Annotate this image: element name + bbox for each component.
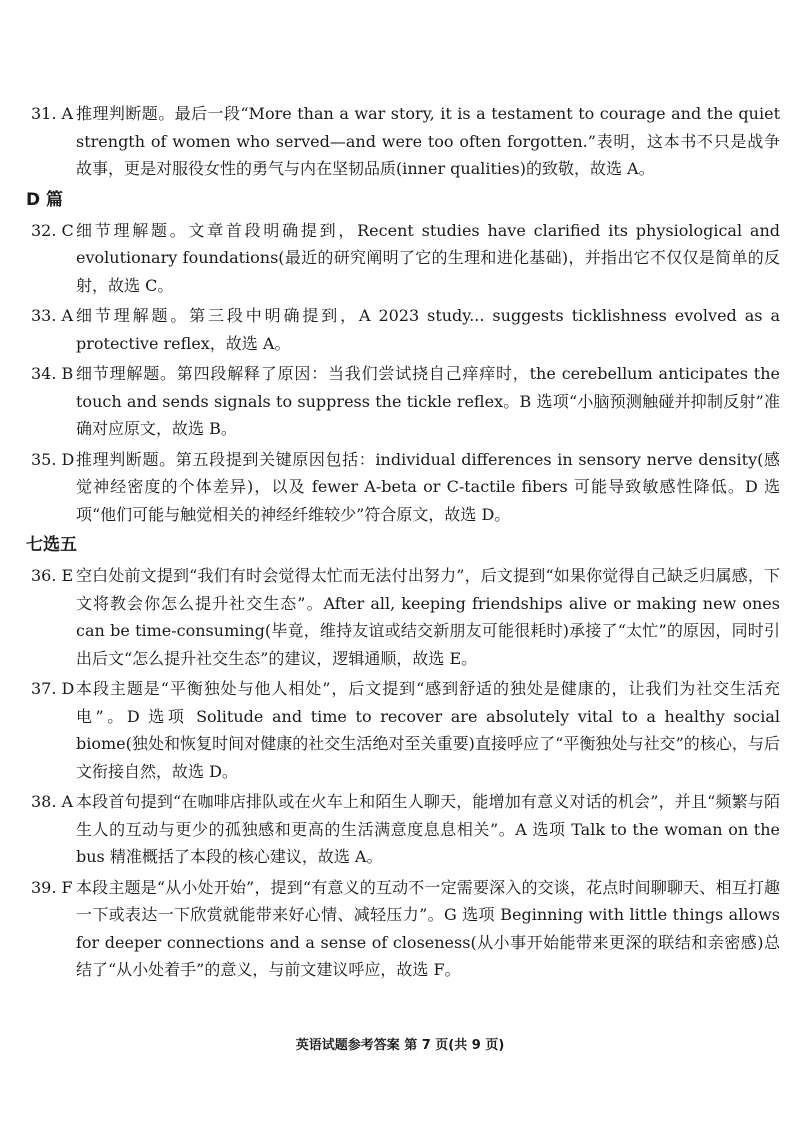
item-number: 35. D [31,449,75,469]
item-text: 本段首句提到“在咖啡店排队或在火车上和陌生人聊天，能增加有意义对话的机会”，并且“频繁与陌生人的互动与更少的孤独感和更高的生活满意度息息相关”。A 选项 Talk to the woman on the bus 精准概括了本段的核心建议，故选 A。 [76,792,780,866]
answer-page [26,100,780,987]
answer-item [26,302,780,357]
item-text: 推理判断题。最后一段“More than a war story, it is a testament to courage and the quiet strength of women who served—and were too often forgotten.”表明，这本书不只是战争故事，更是对服役女性的勇气与内在坚韧品质(inner qualities)的致敬，故选 A。 [76,104,780,178]
item-text: 细节理解题。文章首段明确提到，Recent studies have clarified its physiological and evolutionary foundations(最近的研究阐明了它的生理和进化基础)，并指出它不仅仅是简单的反射，故选 C。 [76,220,780,295]
answer-item [26,446,780,529]
item-number: 38. A [31,792,74,811]
answer-item [26,874,780,984]
item-number: 39. F [31,877,73,897]
answer-item [26,217,780,300]
page-footer: 英语试题参考答案 第 7 页(共 9 页) [295,1038,505,1053]
item-number: 36. E [31,566,74,585]
item-number: 31. A [31,104,74,123]
answer-item [26,100,780,183]
answer-item [26,562,780,672]
item-text: 空白处前文提到“我们有时会觉得太忙而无法付出努力”，后文提到“如果你觉得自己缺乏归属感，下文将教会你怎么提升社交生态”。After all, keeping friendships alive or making new ones can be time-consuming(毕竟，维持友谊或结交新朋友可能很耗时)承接了“太忙”的原因，同时引出后文“怎么提升社交生态”的建议，逻辑通顺，故选 E。 [76,566,780,668]
item-number: 34. B [31,364,74,383]
item-text: 本段主题是“从小处开始”，提到“有意义的互动不一定需要深入的交谈，花点时间聊聊天、相互打趣一下或表达一下欣赏就能带来好心情、减轻压力”。G 选项 Beginning with little things allows for deeper connections and a sense of closeness(从小事开始能带来更深的联结和亲密感)总结了“从小处着手”的意义，与前文建议呼应，故选 F。 [76,877,780,979]
section-heading-d: D 篇 [26,189,64,210]
item-number: 37. D [31,679,75,698]
answer-item [26,675,780,785]
item-text: 推理判断题。第五段提到关键原因包括：individual differences in sensory nerve density(感觉神经密度的个体差异)，以及 fewer A-beta or C-tactile fibers 可能导致敏感性降低。D 选项“他们可能与触觉相关的神经纤维较少”符合原文，故选 D。 [76,449,780,524]
item-text: 细节理解题。第四段解释了原因：当我们尝试挠自己痒痒时，the cerebellum anticipates the touch and sends signals to suppress the tickle reflex。B 选项“小脑预测触碰并抑制反射”准确对应原文，故选 B。 [76,364,780,438]
item-number: 33. A [31,306,74,325]
item-number: 32. C [31,220,74,240]
answer-item [26,788,780,871]
item-text: 细节理解题。第三段中明确提到，A 2023 study... suggests ticklishness evolved as a protective reflex，故选 A。 [76,306,780,353]
answer-item [26,360,780,443]
section-heading-seven-choose-five: 七选五 [26,535,77,555]
item-text: 本段主题是“平衡独处与他人相处”，后文提到“感到舒适的独处是健康的，让我们为社交生活充电”。D 选项 Solitude and time to recover are absolutely vital to a healthy social biome(独处和恢复时间对健康的社交生活绝对至关重要)直接呼应了“平衡独处与社交”的核心，与后文衔接自然，故选 D。 [76,679,780,781]
